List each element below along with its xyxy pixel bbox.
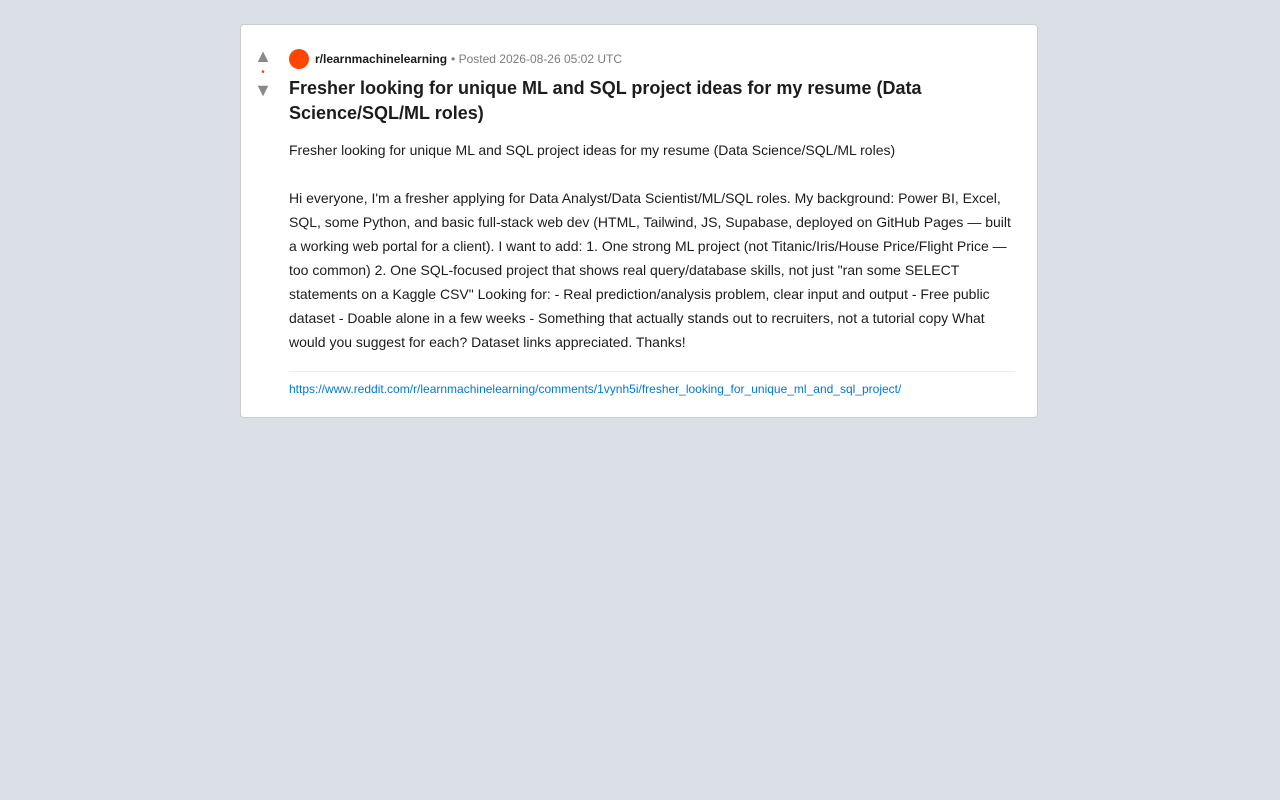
divider [289,371,1015,372]
post-content [289,48,1015,397]
subreddit-avatar-icon[interactable] [289,49,309,69]
vote-column [241,47,285,99]
post-body-paragraph: Hi everyone, I'm a fresher applying for Data Analyst/Data Scientist/ML/SQL roles. My background: Power BI, Excel, SQL, some Python, and basic full-stack web dev (HTML, Tailwind, JS, Supabase, deployed on GitHub Pages — built a working web portal for a client). I want to add: 1. One strong ML project (not Titanic/Iris/House Price/Flight Price — too common) 2. One SQL-focused project that shows real query/database skills, not just "ran some SELECT statements on a Kaggle CSV" Looking for: - Real prediction/analysis problem, clear input and output - Free public dataset - Doable alone in a few weeks - Something that actually stands out to recruiters, not a tutorial copy What would you suggest for each? Dataset links appreciated. Thanks! [289,190,1011,350]
post-link[interactable]: https://www.reddit.com/r/learnmachinelearning/comments/1vynh5i/fresher_looking_for_unique_ml_and_sql_project/ [289,382,902,396]
post-meta [289,48,1015,70]
vote-score: • [261,67,265,78]
post-link-row [289,381,1015,397]
subreddit-name[interactable]: r/learnmachinelearning [315,52,448,66]
post-card [240,24,1038,418]
post-body-paragraph: Fresher looking for unique ML and SQL project ideas for my resume (Data Science/SQL/ML roles) [289,142,896,158]
downvote-icon[interactable]: ▼ [254,80,272,100]
upvote-icon[interactable]: ▲ [254,46,272,66]
post-title[interactable]: Fresher looking for unique ML and SQL project ideas for my resume (Data Science/SQL/ML roles) [289,78,922,123]
post-body [289,138,1015,354]
posted-timestamp: • Posted 2026-08-26 05:02 UTC [451,52,623,66]
